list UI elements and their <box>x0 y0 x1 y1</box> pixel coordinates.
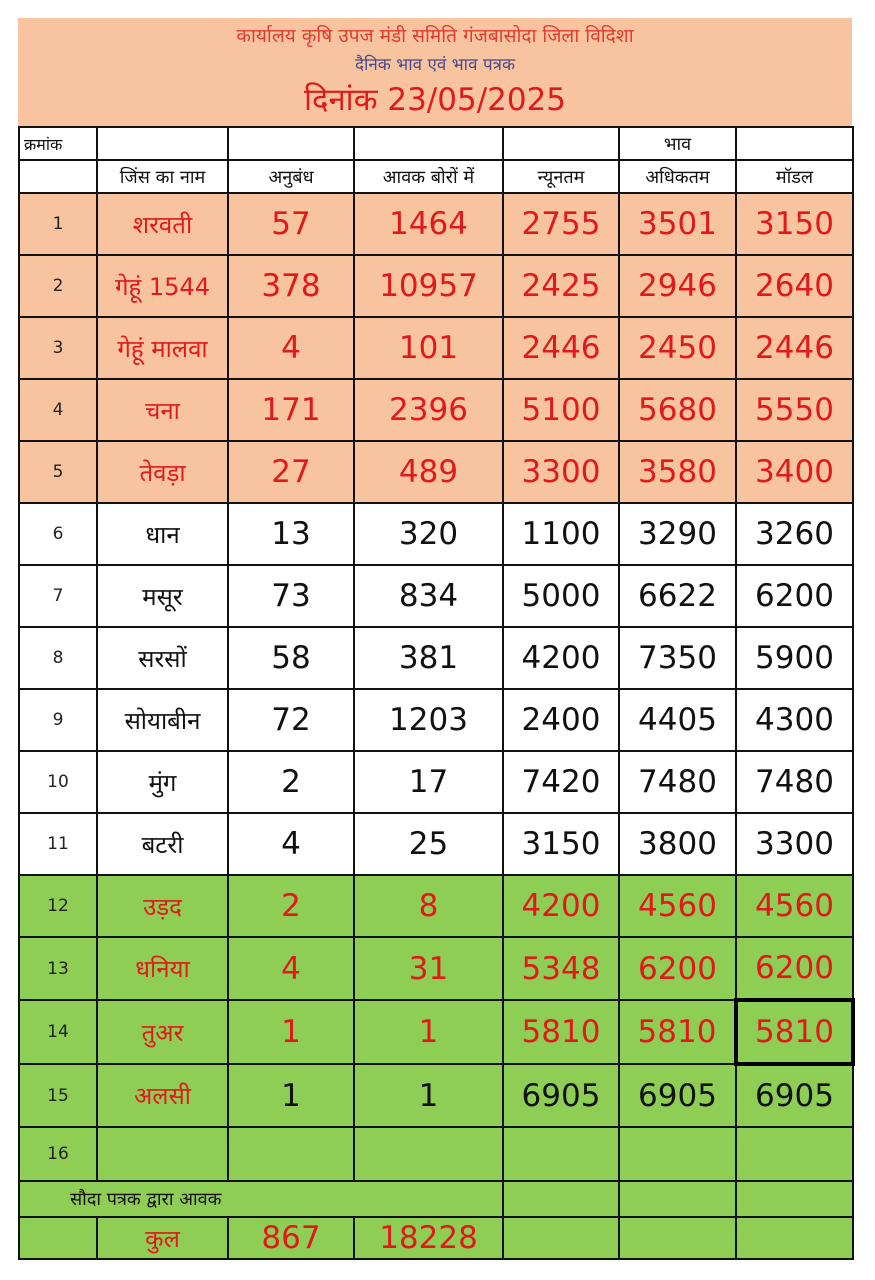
header-empty <box>19 160 97 193</box>
min-price-cell: 2425 <box>503 255 619 317</box>
commodity-cell: सोयाबीन <box>97 689 228 751</box>
col-commodity-header: जिंस का नाम <box>97 160 228 193</box>
contract-cell: 2 <box>228 751 354 813</box>
serial-cell: 15 <box>19 1064 97 1127</box>
contract-cell: 4 <box>228 937 354 1000</box>
col-min-header: न्यूनतम <box>503 160 619 193</box>
serial-cell: 10 <box>19 751 97 813</box>
contract-cell: 378 <box>228 255 354 317</box>
sheet-date: दिनांक 23/05/2025 <box>303 82 567 118</box>
serial-cell: 5 <box>19 441 97 503</box>
min-price-cell: 2755 <box>503 193 619 255</box>
contract-cell: 1 <box>228 1064 354 1127</box>
table-row <box>19 1000 853 1064</box>
min-price-cell: 5810 <box>503 1000 619 1064</box>
total-contract: 867 <box>228 1217 354 1259</box>
arrival-cell: 31 <box>354 937 503 1000</box>
serial-cell: 9 <box>19 689 97 751</box>
max-price-cell: 4405 <box>619 689 736 751</box>
commodity-cell: बटरी <box>97 813 228 875</box>
total-row <box>19 1217 853 1259</box>
modal-price-cell: 3260 <box>736 503 853 565</box>
table-row <box>19 689 853 751</box>
header-empty <box>228 127 354 160</box>
table-row <box>19 565 853 627</box>
max-price-cell: 3501 <box>619 193 736 255</box>
contract-cell: 4 <box>228 813 354 875</box>
contract-cell: 72 <box>228 689 354 751</box>
table-row <box>19 937 853 1000</box>
serial-cell: 4 <box>19 379 97 441</box>
empty-cell <box>503 1217 619 1259</box>
empty-cell <box>503 1127 619 1181</box>
commodity-cell: सरसों <box>97 627 228 689</box>
arrival-cell: 1 <box>354 1000 503 1064</box>
table-row <box>19 441 853 503</box>
empty-cell <box>228 1127 354 1181</box>
modal-price-cell: 5550 <box>736 379 853 441</box>
max-price-cell: 7480 <box>619 751 736 813</box>
arrival-cell: 101 <box>354 317 503 379</box>
price-sheet <box>18 18 852 1260</box>
max-price-cell: 7350 <box>619 627 736 689</box>
serial-cell: 16 <box>19 1127 97 1181</box>
modal-price-cell: 7480 <box>736 751 853 813</box>
commodity-cell: मसूर <box>97 565 228 627</box>
serial-cell: 11 <box>19 813 97 875</box>
serial-cell: 2 <box>19 255 97 317</box>
max-price-cell: 3800 <box>619 813 736 875</box>
arrival-cell: 320 <box>354 503 503 565</box>
arrival-cell: 8 <box>354 875 503 937</box>
modal-price-cell: 3150 <box>736 193 853 255</box>
max-price-cell: 6200 <box>619 937 736 1000</box>
table-row <box>19 751 853 813</box>
min-price-cell: 3150 <box>503 813 619 875</box>
modal-price-cell: 4300 <box>736 689 853 751</box>
empty-cell <box>736 1127 853 1181</box>
min-price-cell: 3300 <box>503 441 619 503</box>
max-price-cell: 3290 <box>619 503 736 565</box>
serial-cell: 13 <box>19 937 97 1000</box>
arrival-cell: 1464 <box>354 193 503 255</box>
footer-note-row <box>19 1181 853 1217</box>
arrival-cell: 2396 <box>354 379 503 441</box>
commodity-cell: गेहूं मालवा <box>97 317 228 379</box>
total-arrival: 18228 <box>354 1217 503 1259</box>
arrival-cell: 25 <box>354 813 503 875</box>
contract-cell: 13 <box>228 503 354 565</box>
max-price-cell: 6905 <box>619 1064 736 1127</box>
table-row <box>19 1064 853 1127</box>
empty-cell <box>736 1181 853 1217</box>
max-price-cell: 2946 <box>619 255 736 317</box>
arrival-cell: 10957 <box>354 255 503 317</box>
max-price-cell: 6622 <box>619 565 736 627</box>
empty-cell <box>354 1127 503 1181</box>
arrival-cell: 834 <box>354 565 503 627</box>
commodity-cell: तुअर <box>97 1000 228 1064</box>
commodity-cell: तेवड़ा <box>97 441 228 503</box>
modal-price-cell: 3300 <box>736 813 853 875</box>
max-price-cell: 5680 <box>619 379 736 441</box>
min-price-cell: 4200 <box>503 627 619 689</box>
table-row-empty <box>19 1127 853 1181</box>
commodity-cell: उड़द <box>97 875 228 937</box>
modal-price-cell: 6200 <box>736 565 853 627</box>
arrival-cell: 381 <box>354 627 503 689</box>
commodity-cell: धान <box>97 503 228 565</box>
empty-cell <box>619 1181 736 1217</box>
arrival-cell: 489 <box>354 441 503 503</box>
header-empty <box>736 127 853 160</box>
col-modal-header: मॉडल <box>736 160 853 193</box>
contract-cell: 4 <box>228 317 354 379</box>
max-price-cell: 4560 <box>619 875 736 937</box>
empty-cell <box>503 1181 619 1217</box>
min-price-cell: 5348 <box>503 937 619 1000</box>
table-row <box>19 379 853 441</box>
empty-cell <box>619 1217 736 1259</box>
modal-price-cell: 6905 <box>736 1064 853 1127</box>
min-price-cell: 5100 <box>503 379 619 441</box>
arrival-cell: 1203 <box>354 689 503 751</box>
col-arrival-header: आवक बोरों में <box>354 160 503 193</box>
commodity-cell: शरवती <box>97 193 228 255</box>
price-table <box>18 126 855 1260</box>
arrival-cell: 1 <box>354 1064 503 1127</box>
modal-price-cell: 3400 <box>736 441 853 503</box>
modal-price-cell: 2446 <box>736 317 853 379</box>
contract-cell: 27 <box>228 441 354 503</box>
footer-note: सौदा पत्रक द्वारा आवक <box>19 1181 503 1217</box>
header-empty <box>503 127 619 160</box>
empty-cell <box>736 1217 853 1259</box>
modal-price-cell: 4560 <box>736 875 853 937</box>
contract-cell: 73 <box>228 565 354 627</box>
max-price-cell: 2450 <box>619 317 736 379</box>
min-price-cell: 6905 <box>503 1064 619 1127</box>
modal-price-cell: 5900 <box>736 627 853 689</box>
contract-cell: 2 <box>228 875 354 937</box>
col-contract-header: अनुबंध <box>228 160 354 193</box>
max-price-cell: 5810 <box>619 1000 736 1064</box>
arrival-cell: 17 <box>354 751 503 813</box>
serial-cell: 6 <box>19 503 97 565</box>
min-price-cell: 5000 <box>503 565 619 627</box>
commodity-cell: अलसी <box>97 1064 228 1127</box>
modal-price-cell: 5810 <box>736 1000 853 1064</box>
table-row <box>19 813 853 875</box>
table-row <box>19 875 853 937</box>
commodity-cell: चना <box>97 379 228 441</box>
commodity-cell: मुंग <box>97 751 228 813</box>
col-serial-header: क्रमांक <box>19 127 97 160</box>
min-price-cell: 4200 <box>503 875 619 937</box>
serial-cell: 7 <box>19 565 97 627</box>
min-price-cell: 2400 <box>503 689 619 751</box>
col-price-group-header: भाव <box>619 127 736 160</box>
header-empty <box>354 127 503 160</box>
min-price-cell: 2446 <box>503 317 619 379</box>
contract-cell: 58 <box>228 627 354 689</box>
serial-cell: 12 <box>19 875 97 937</box>
table-row <box>19 503 853 565</box>
table-row <box>19 627 853 689</box>
modal-price-cell: 2640 <box>736 255 853 317</box>
header-empty <box>97 127 228 160</box>
office-title: कार्यालय कृषि उपज मंडी समिति गंजबासोदा जिला विदिशा <box>236 25 634 47</box>
min-price-cell: 7420 <box>503 751 619 813</box>
empty-cell <box>619 1127 736 1181</box>
serial-cell: 3 <box>19 317 97 379</box>
commodity-cell: गेहूं 1544 <box>97 255 228 317</box>
sheet-header <box>18 18 852 126</box>
table-row <box>19 317 853 379</box>
serial-cell: 14 <box>19 1000 97 1064</box>
min-price-cell: 1100 <box>503 503 619 565</box>
max-price-cell: 3580 <box>619 441 736 503</box>
contract-cell: 1 <box>228 1000 354 1064</box>
serial-cell: 8 <box>19 627 97 689</box>
commodity-cell: धनिया <box>97 937 228 1000</box>
serial-cell: 1 <box>19 193 97 255</box>
contract-cell: 57 <box>228 193 354 255</box>
total-label: कुल <box>97 1217 228 1259</box>
contract-cell: 171 <box>228 379 354 441</box>
table-row <box>19 193 853 255</box>
empty-cell <box>97 1127 228 1181</box>
col-max-header: अधिकतम <box>619 160 736 193</box>
sheet-subtitle: दैनिक भाव एवं भाव पत्रक <box>354 55 516 75</box>
table-row <box>19 255 853 317</box>
empty-cell <box>19 1217 97 1259</box>
modal-price-cell: 6200 <box>736 937 853 1000</box>
